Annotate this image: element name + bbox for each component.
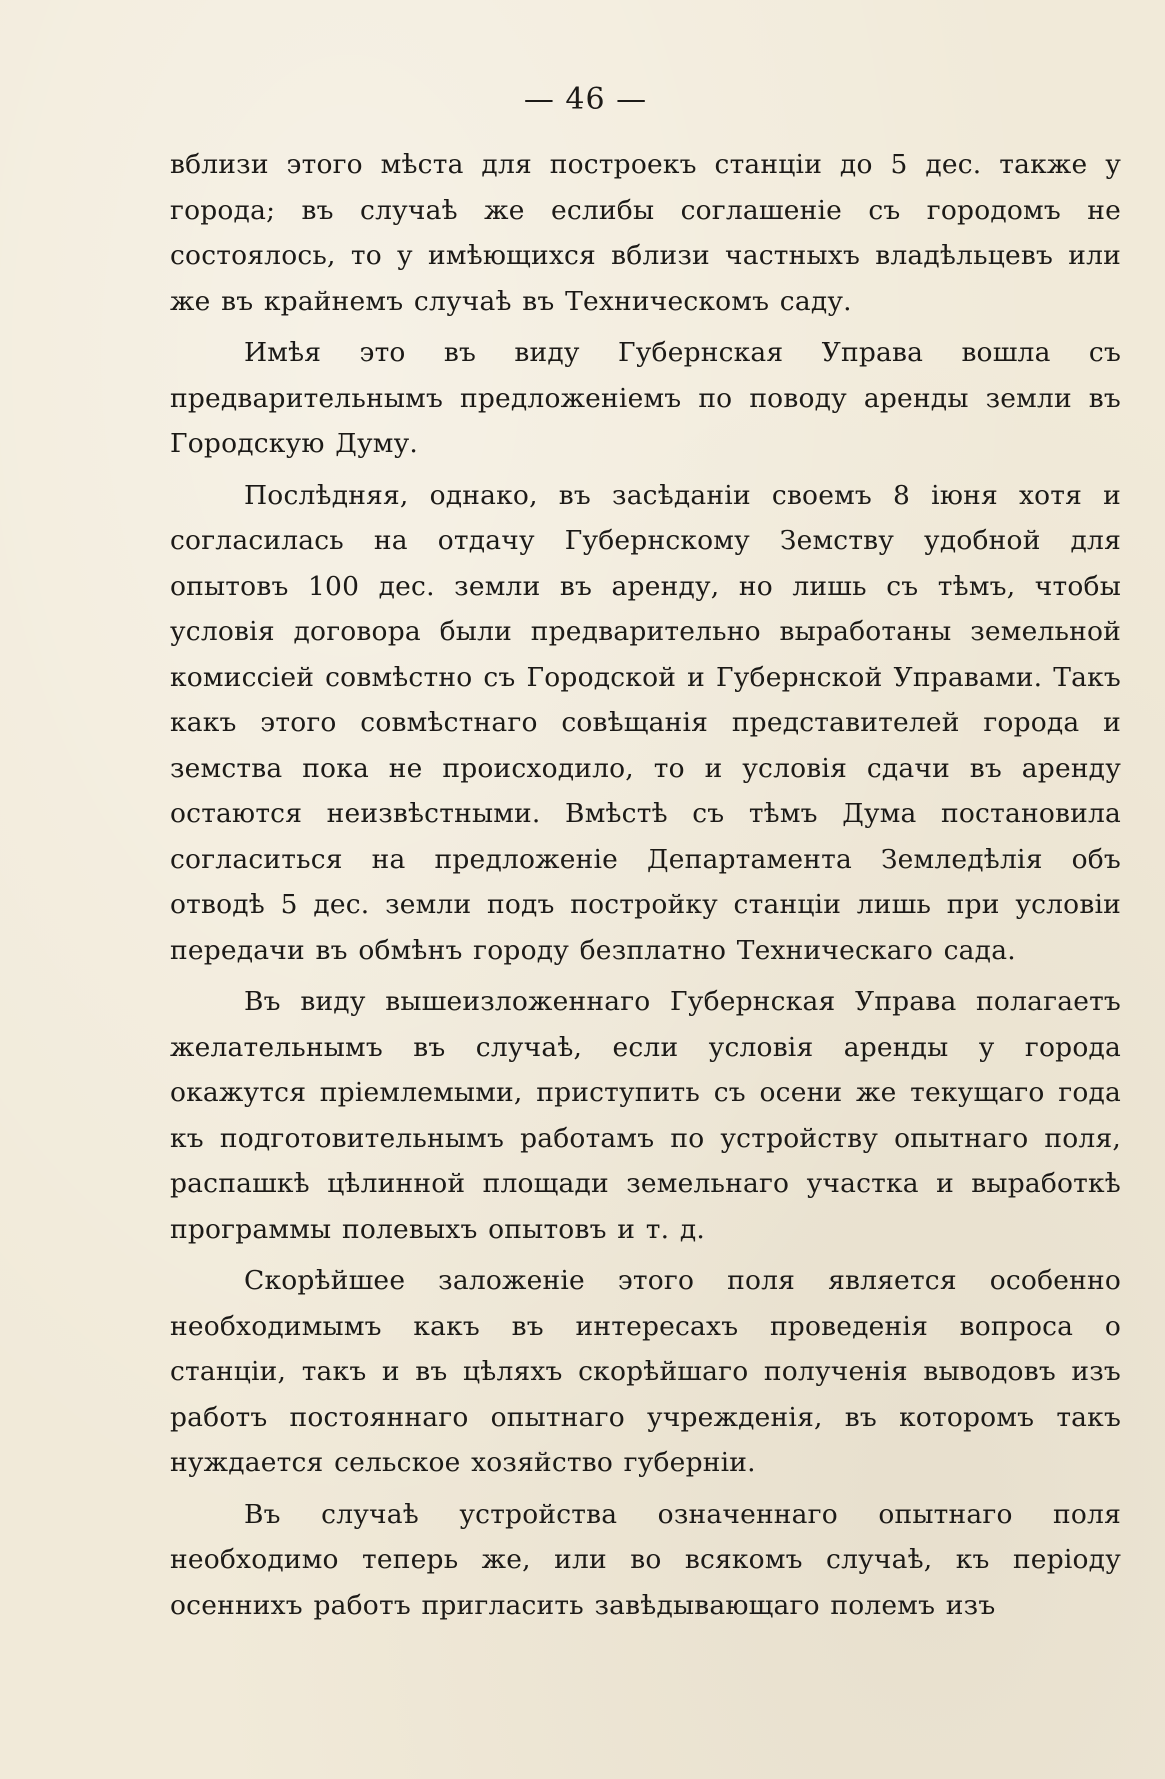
paragraph-1: вблизи этого мѣста для построекъ станціи до 5 дес. также у города; въ случаѣ же еслибы соглашеніе съ городомъ не состоялось, то у имѣющихся вблизи частныхъ владѣльцевъ или же въ крайнемъ случаѣ въ Техническомъ саду.	[170, 149, 1121, 317]
page-number: — 46 —	[523, 82, 648, 117]
paragraph-5: Скорѣйшее заложеніе этого поля является особенно необходимымъ какъ въ интересахъ проведенія вопроса о станціи, такъ и въ цѣляхъ скорѣйшаго полученія выводовъ изъ работъ постояннаго опытнаго учрежденія, въ которомъ такъ нуждается сельское хозяйство губерніи.	[170, 1265, 1121, 1478]
body-text	[170, 142, 1121, 1628]
paragraph-6: Въ случаѣ устройства означеннаго опытнаго поля необходимо теперь же, или во всякомъ случаѣ, къ періоду осеннихъ работъ пригласить завѣдывающаго полемъ изъ	[170, 1498, 1121, 1621]
paragraph-3: Послѣдняя, однако, въ засѣданіи своемъ 8 іюня хотя и согласилась на отдачу Губернскому Земству удобной для опытовъ 100 дес. земли въ аренду, но лишь съ тѣмъ, чтобы условія договора были предварительно выработаны земельной комиссіей совмѣстно съ Городской и Губернской Управами. Такъ какъ этого совмѣстнаго совѣщанія представителей города и земства пока не происходило, то и условія сдачи въ аренду остаются неизвѣстными. Вмѣстѣ съ тѣмъ Дума постановила согласиться на предложеніе Департамента Земледѣлія объ отводѣ 5 дес. земли подъ постройку станціи лишь при условіи передачи въ обмѣнъ городу безплатно Техническаго сада.	[170, 479, 1121, 966]
paragraph-2: Имѣя это въ виду Губернская Управа вошла съ предварительнымъ предложеніемъ по поводу аренды земли въ Городскую Думу.	[170, 337, 1121, 459]
paragraph-4: Въ виду вышеизложеннаго Губернская Управа полагаетъ желательнымъ въ случаѣ, если условія аренды у города окажутся пріемлемыми, приступить съ осени же текущаго года къ подготовительнымъ работамъ по устройству опытнаго поля, распашкѣ цѣлинной площади земельнаго участка и выработкѣ программы полевыхъ опытовъ и т. д.	[170, 986, 1121, 1245]
